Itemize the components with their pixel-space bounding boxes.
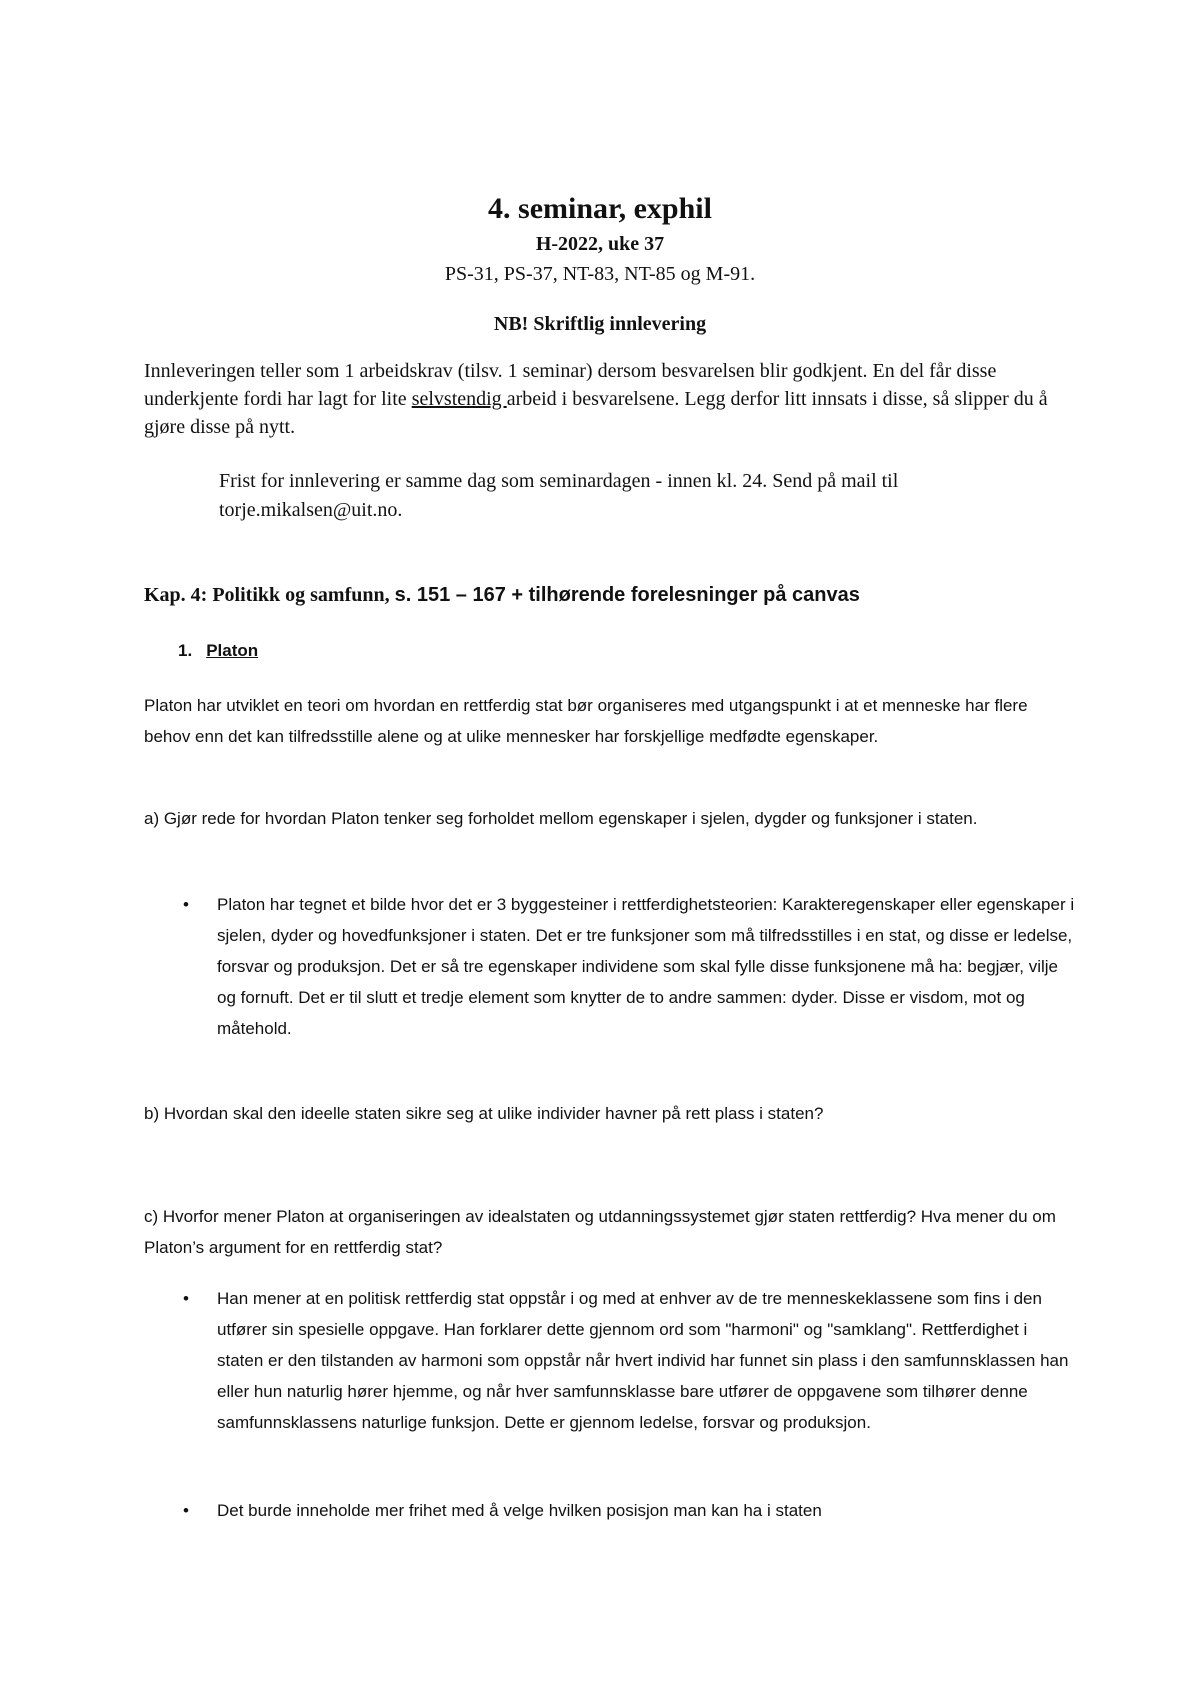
document-subtitle: H-2022, uke 37 (535, 233, 665, 255)
answer-c1-text: Han mener at en politisk rettferdig stat oppstår i og med at enhver av de tre menneskeklassene som fins i den utfører sin spesielle oppgave. Han forklarer dette gjennom ord som "harmoni" og "samklang". Rettferdighet i staten er den tilstanden av harmoni som oppstår når hvert individ har funnet sin plass i den samfunnsklassen han eller hun naturlig hører hjemme, og når hver samfunnsklasse bare utfører de oppgavene som tilhører denne samfunnsklassens naturlige funksjon. Dette er gjennom ledelse, forsvar og produksjon. (217, 1289, 1069, 1432)
chapter-prefix: Kap. 4: Politikk og samfunn, (144, 584, 395, 606)
question-a: a) Gjør rede for hvordan Platon tenker seg forholdet mellom egenskaper i sjelen, dygder og funksjoner i staten. (144, 809, 978, 828)
chapter-rest: s. 151 – 167 + tilhørende forelesninger på canvas (394, 584, 860, 606)
question-b: b) Hvordan skal den ideelle staten sikre seg at ulike individer havner på rett plass i staten? (144, 1104, 824, 1123)
answer-a-bullet (183, 889, 1077, 1044)
bullet-icon: • (183, 895, 189, 914)
answer-a-text: Platon har tegnet et bilde hvor det er 3 byggesteiner i rettferdighetsteorien: Karakteregenskaper eller egenskaper i sjelen, dyder og hovedfunksjoner i staten. Det er tre funksjoner som må tilfredsstilles i en stat, og disse er ledelse, forsvar og produksjon. Det er så tre egenskaper individene som skal fylle disse funksjonene må ha: begjær, vilje og fornuft. Det er til slutt et tredje element som knytter de to andre sammen: dyder. Disse er visdom, mot og måtehold. (217, 895, 1075, 1038)
platon-intro-paragraph: Platon har utviklet en teori om hvordan en rettferdig stat bør organiseres med utgangspunkt i at et menneske har flere behov enn det kan tilfredsstille alene og at ulike mennesker har forskjellige medfødte egenskaper. (144, 696, 1028, 746)
question-c: c) Hvorfor mener Platon at organiseringen av idealstaten og utdanningssystemet gjør staten rettferdig? Hva mener du om Platon’s argument for en rettferdig stat? (144, 1207, 1056, 1257)
section-name: Platon (206, 641, 259, 660)
intro-text-after: arbeid i besvarelsene. Legg derfor litt innsats i disse, så slipper du å gjøre disse på nytt. (144, 388, 1048, 438)
section-number: 1. (178, 641, 193, 660)
answer-c2-text: Det burde inneholde mer frihet med å velge hvilken posisjon man kan ha i staten (217, 1501, 822, 1520)
intro-paragraph (144, 357, 1064, 441)
bullet-icon: • (183, 1501, 189, 1520)
section-heading (178, 641, 258, 661)
intro-underlined-word: selvstendig (411, 388, 507, 410)
answer-c-bullet-1 (183, 1283, 1077, 1438)
document-title: 4. seminar, exphil (488, 192, 712, 225)
seminar-groups: PS-31, PS-37, NT-83, NT-85 og M-91. (444, 263, 756, 285)
answer-c-bullet-2 (183, 1495, 1077, 1526)
nb-notice: NB! Skriftlig innlevering (493, 313, 707, 335)
bullet-icon: • (183, 1289, 189, 1308)
chapter-heading (144, 584, 1104, 607)
intro-text-before: Innleveringen teller som 1 arbeidskrav (tilsv. 1 seminar) dersom besvarelsen blir godkjent. En del får disse underkjente fordi har lagt for lite (144, 360, 997, 410)
deadline-paragraph: Frist for innlevering er samme dag som seminardagen - innen kl. 24. Send på mail til torje.mikalsen@uit.no. (219, 470, 899, 521)
